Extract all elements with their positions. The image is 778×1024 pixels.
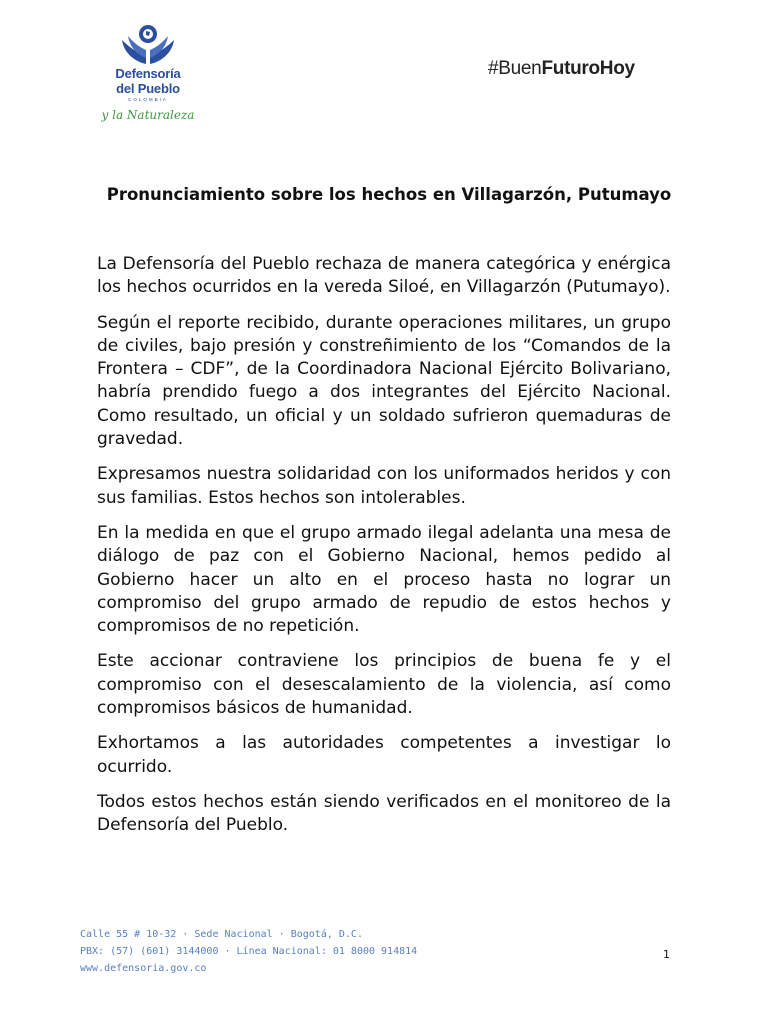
paragraph-4: En la medida en que el grupo armado ilegal adelanta una mesa de diálogo de paz con el Gobierno Nacional, hemos pedido al Gobierno hacer un alto en el proceso hasta no lograr un compromiso del grupo armado de repudio de estos hechos y compromisos de no repetición. bbox=[97, 522, 671, 637]
logo-line-2: del Pueblo bbox=[116, 81, 180, 96]
hashtag-bold: FuturoHoy bbox=[541, 58, 635, 79]
hands-emblem-icon bbox=[116, 22, 180, 66]
footer-phone: PBX: (57) (601) 3144000 · Línea Nacional: 01 8000 914814 bbox=[80, 946, 418, 957]
page-number: 1 bbox=[663, 948, 670, 961]
paragraph-5: Este accionar contraviene los principios de buena fe y el compromiso con el desescalamiento de la violencia, así como compromisos básicos de humanidad. bbox=[97, 651, 671, 719]
logo-line-1: Defensoría bbox=[115, 66, 181, 81]
paragraph-7: Todos estos hechos están siendo verificados en el monitoreo de la Defensoría del Pueblo. bbox=[97, 791, 671, 836]
paragraph-1: La Defensoría del Pueblo rechaza de manera categórica y enérgica los hechos ocurridos en la vereda Siloé, en Villagarzón (Putumayo). bbox=[97, 254, 671, 298]
paragraph-2: Según el reporte recibido, durante operaciones militares, un grupo de civiles, bajo presión y constreñimiento de los “Comandos de la Frontera – CDF”, de la Coordinadora Nacional Ejército Bolivariano, habría prendido fuego a dos integrantes del Ejército Nacional. Como resultado, un oficial y un soldado sufrieron quemaduras de gravedad. bbox=[97, 312, 671, 450]
footer-website[interactable]: www.defensoria.gov.co bbox=[80, 963, 207, 974]
logo-tagline: y la Naturaleza bbox=[101, 108, 195, 122]
defensoria-logo bbox=[98, 22, 198, 132]
hashtag-light: #Buen bbox=[488, 58, 542, 79]
footer-contact bbox=[80, 926, 417, 977]
paragraph-3: Expresamos nuestra solidaridad con los uniformados heridos y con sus familias. Estos hechos son intolerables. bbox=[97, 464, 671, 508]
paragraph-6: Exhortamos a las autoridades competentes a investigar lo ocurrido. bbox=[97, 733, 671, 777]
footer-address: Calle 55 # 10-32 · Sede Nacional · Bogotá, D.C. bbox=[80, 929, 363, 940]
document-title: Pronunciamiento sobre los hechos en Villagarzón, Putumayo bbox=[106, 185, 672, 204]
hashtag bbox=[488, 58, 635, 80]
logo-line-3: COLOMBIA bbox=[128, 97, 168, 102]
document-body bbox=[97, 253, 671, 850]
